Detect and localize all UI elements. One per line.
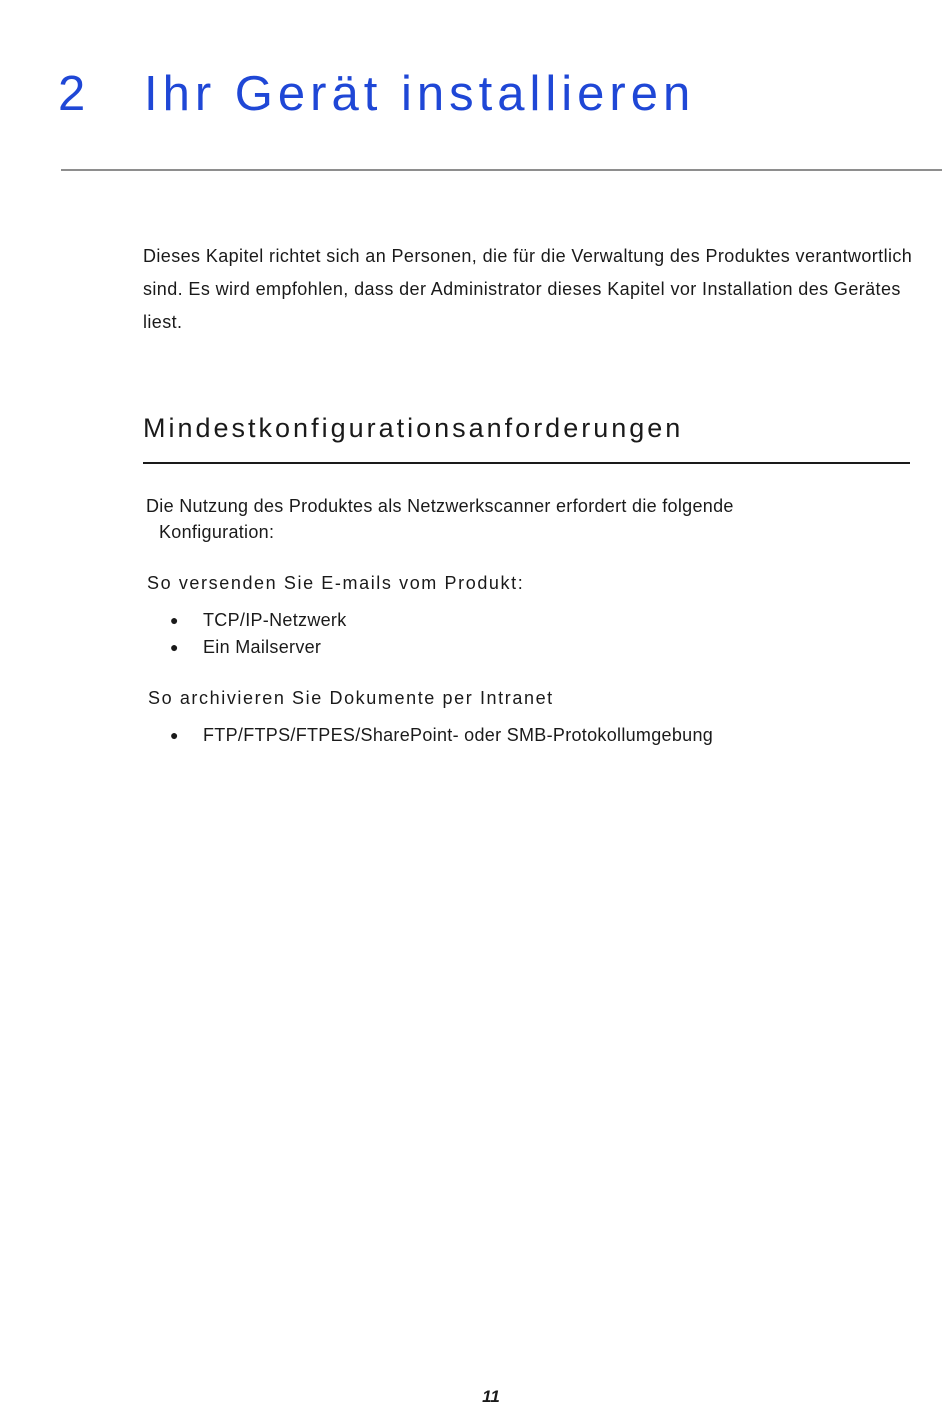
section-divider bbox=[143, 462, 910, 464]
list-item-text: Ein Mailserver bbox=[203, 637, 322, 657]
intro-paragraph: Dieses Kapitel richtet sich an Personen, die für die Verwaltung des Produktes verantwortlich sind. Es wird empfohlen, dass der Administrator dieses Kapitel vor Installation des Gerätes liest. bbox=[143, 246, 913, 332]
list-item-text: FTP/FTPS/FTPES/SharePoint- oder SMB-Protokollumgebung bbox=[203, 725, 714, 745]
chapter-divider bbox=[61, 169, 942, 171]
chapter-title: Ihr Gerät installieren bbox=[144, 67, 696, 121]
bullet-icon: ● bbox=[170, 639, 179, 655]
chapter-heading bbox=[58, 64, 695, 124]
list-item-text: TCP/IP-Netzwerk bbox=[203, 610, 347, 630]
chapter-number: 2 bbox=[58, 67, 91, 121]
bullet-icon: ● bbox=[170, 612, 179, 628]
page-number: 11 bbox=[482, 1387, 500, 1406]
bullet-icon: ● bbox=[170, 727, 179, 743]
list-item bbox=[168, 607, 347, 634]
list-item bbox=[168, 722, 713, 749]
archive-requirements-heading: So archivieren Sie Dokumente per Intranet bbox=[148, 688, 554, 708]
email-requirements-heading: So versenden Sie E-mails vom Produkt: bbox=[147, 573, 525, 593]
config-paragraph bbox=[146, 493, 886, 545]
list-item bbox=[168, 634, 347, 661]
archive-requirements-list bbox=[168, 722, 713, 749]
email-requirements-list bbox=[168, 607, 347, 661]
section-heading: Mindestkonfigurationsanforderungen bbox=[143, 413, 684, 443]
config-line-2: Konfiguration: bbox=[159, 522, 275, 542]
config-line-1: Die Nutzung des Produktes als Netzwerkscanner erfordert die folgende bbox=[146, 496, 734, 516]
